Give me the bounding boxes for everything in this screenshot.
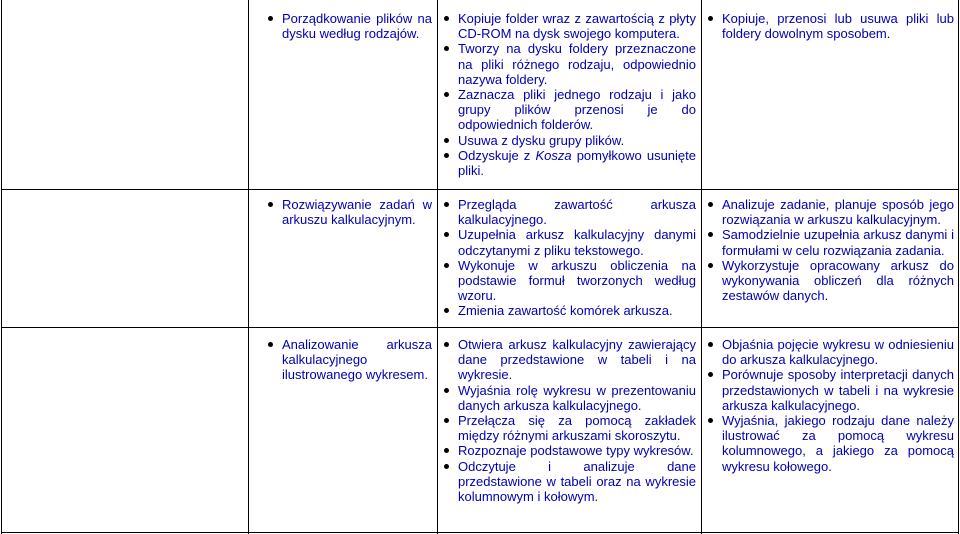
list-item: Odzyskuje z Kosza pomyłkowo usunięte pliki. <box>440 148 696 178</box>
list-item: Rozpoznaje podstawowe typy wykresów. <box>440 443 696 458</box>
topic-cell <box>264 197 432 227</box>
list-item: Wyjaśnia, jakiego rodzaju dane należy ilustrować za pomocą wykresu kolumnowego, a jakiego za pomocą wykresu kołowego. <box>704 413 954 474</box>
table-border-right <box>958 0 959 534</box>
list-item: Zaznacza pliki jednego rodzaju i jako grupy plików przenosi je do odpowiednich folderów. <box>440 87 696 133</box>
list-item: Przełącza się za pomocą zakładek między różnymi arkuszami skoroszytu. <box>440 413 696 443</box>
list-item: Zmienia zawartość komórek arkusza. <box>440 303 696 318</box>
basic-requirements-cell <box>440 11 696 178</box>
list-item: Uzupełnia arkusz kalkulacyjny danymi odczytanymi z pliku tekstowego. <box>440 227 696 257</box>
list-item: Porządkowanie plików na dysku według rodzajów. <box>264 11 432 41</box>
topic-cell <box>264 337 432 383</box>
basic-requirements-cell <box>440 197 696 319</box>
list-item: Rozwiązywanie zadań w arkuszu kalkulacyjnym. <box>264 197 432 227</box>
list-item: Wykonuje w arkuszu obliczenia na podstawie formuł tworzonych według wzoru. <box>440 258 696 304</box>
bullet-list <box>264 197 432 227</box>
list-item: Kopiuje folder wraz z zawartością z płyty CD-ROM na dysk swojego komputera. <box>440 11 696 41</box>
row-divider <box>1 532 959 533</box>
list-item: Kopiuje, przenosi lub usuwa pliki lub foldery dowolnym sposobem. <box>704 11 954 41</box>
extended-requirements-cell <box>704 197 954 303</box>
table-border-left <box>1 0 2 534</box>
list-item: Usuwa z dysku grupy plików. <box>440 133 696 148</box>
extended-requirements-cell <box>704 11 954 41</box>
list-item: Objaśnia pojęcie wykresu w odniesieniu do arkusza kalkulacyjnego. <box>704 337 954 367</box>
column-divider <box>701 0 702 534</box>
row-divider <box>1 327 959 328</box>
list-item: Samodzielnie uzupełnia arkusz danymi i formułami w celu rozwiązania zadania. <box>704 227 954 257</box>
basic-requirements-cell <box>440 337 696 504</box>
column-divider <box>437 0 438 534</box>
bullet-list <box>704 11 954 41</box>
bullet-list <box>704 197 954 303</box>
bullet-list <box>704 337 954 474</box>
bullet-list <box>440 11 696 178</box>
list-item: Wyjaśnia rolę wykresu w prezentowaniu danych arkusza kalkulacyjnego. <box>440 383 696 413</box>
column-divider <box>248 0 249 534</box>
list-item: Przegląda zawartość arkusza kalkulacyjnego. <box>440 197 696 227</box>
topic-cell <box>264 11 432 41</box>
list-item: Wykorzystuje opracowany arkusz do wykonywania obliczeń dla różnych zestawów danych. <box>704 258 954 304</box>
bullet-list <box>264 11 432 41</box>
row-divider <box>1 189 959 190</box>
list-item: Odczytuje i analizuje dane przedstawione w tabeli oraz na wykresie kolumnowym i kołowym. <box>440 459 696 505</box>
list-item: Otwiera arkusz kalkulacyjny zawierający dane przedstawione w tabeli i na wykresie. <box>440 337 696 383</box>
list-item: Porównuje sposoby interpretacji danych przedstawionych w tabeli i na wykresie arkusza kalkulacyjnego. <box>704 367 954 413</box>
list-item: Analizowanie arkusza kalkulacyjnego ilustrowanego wykresem. <box>264 337 432 383</box>
list-item: Tworzy na dysku foldery przeznaczone na pliki różnego rodzaju, odpowiednio nazywa foldery. <box>440 41 696 87</box>
bullet-list <box>440 197 696 319</box>
bullet-list <box>440 337 696 504</box>
list-item: Analizuje zadanie, planuje sposób jego rozwiązania w arkuszu kalkulacyjnym. <box>704 197 954 227</box>
bullet-list <box>264 337 432 383</box>
extended-requirements-cell <box>704 337 954 474</box>
